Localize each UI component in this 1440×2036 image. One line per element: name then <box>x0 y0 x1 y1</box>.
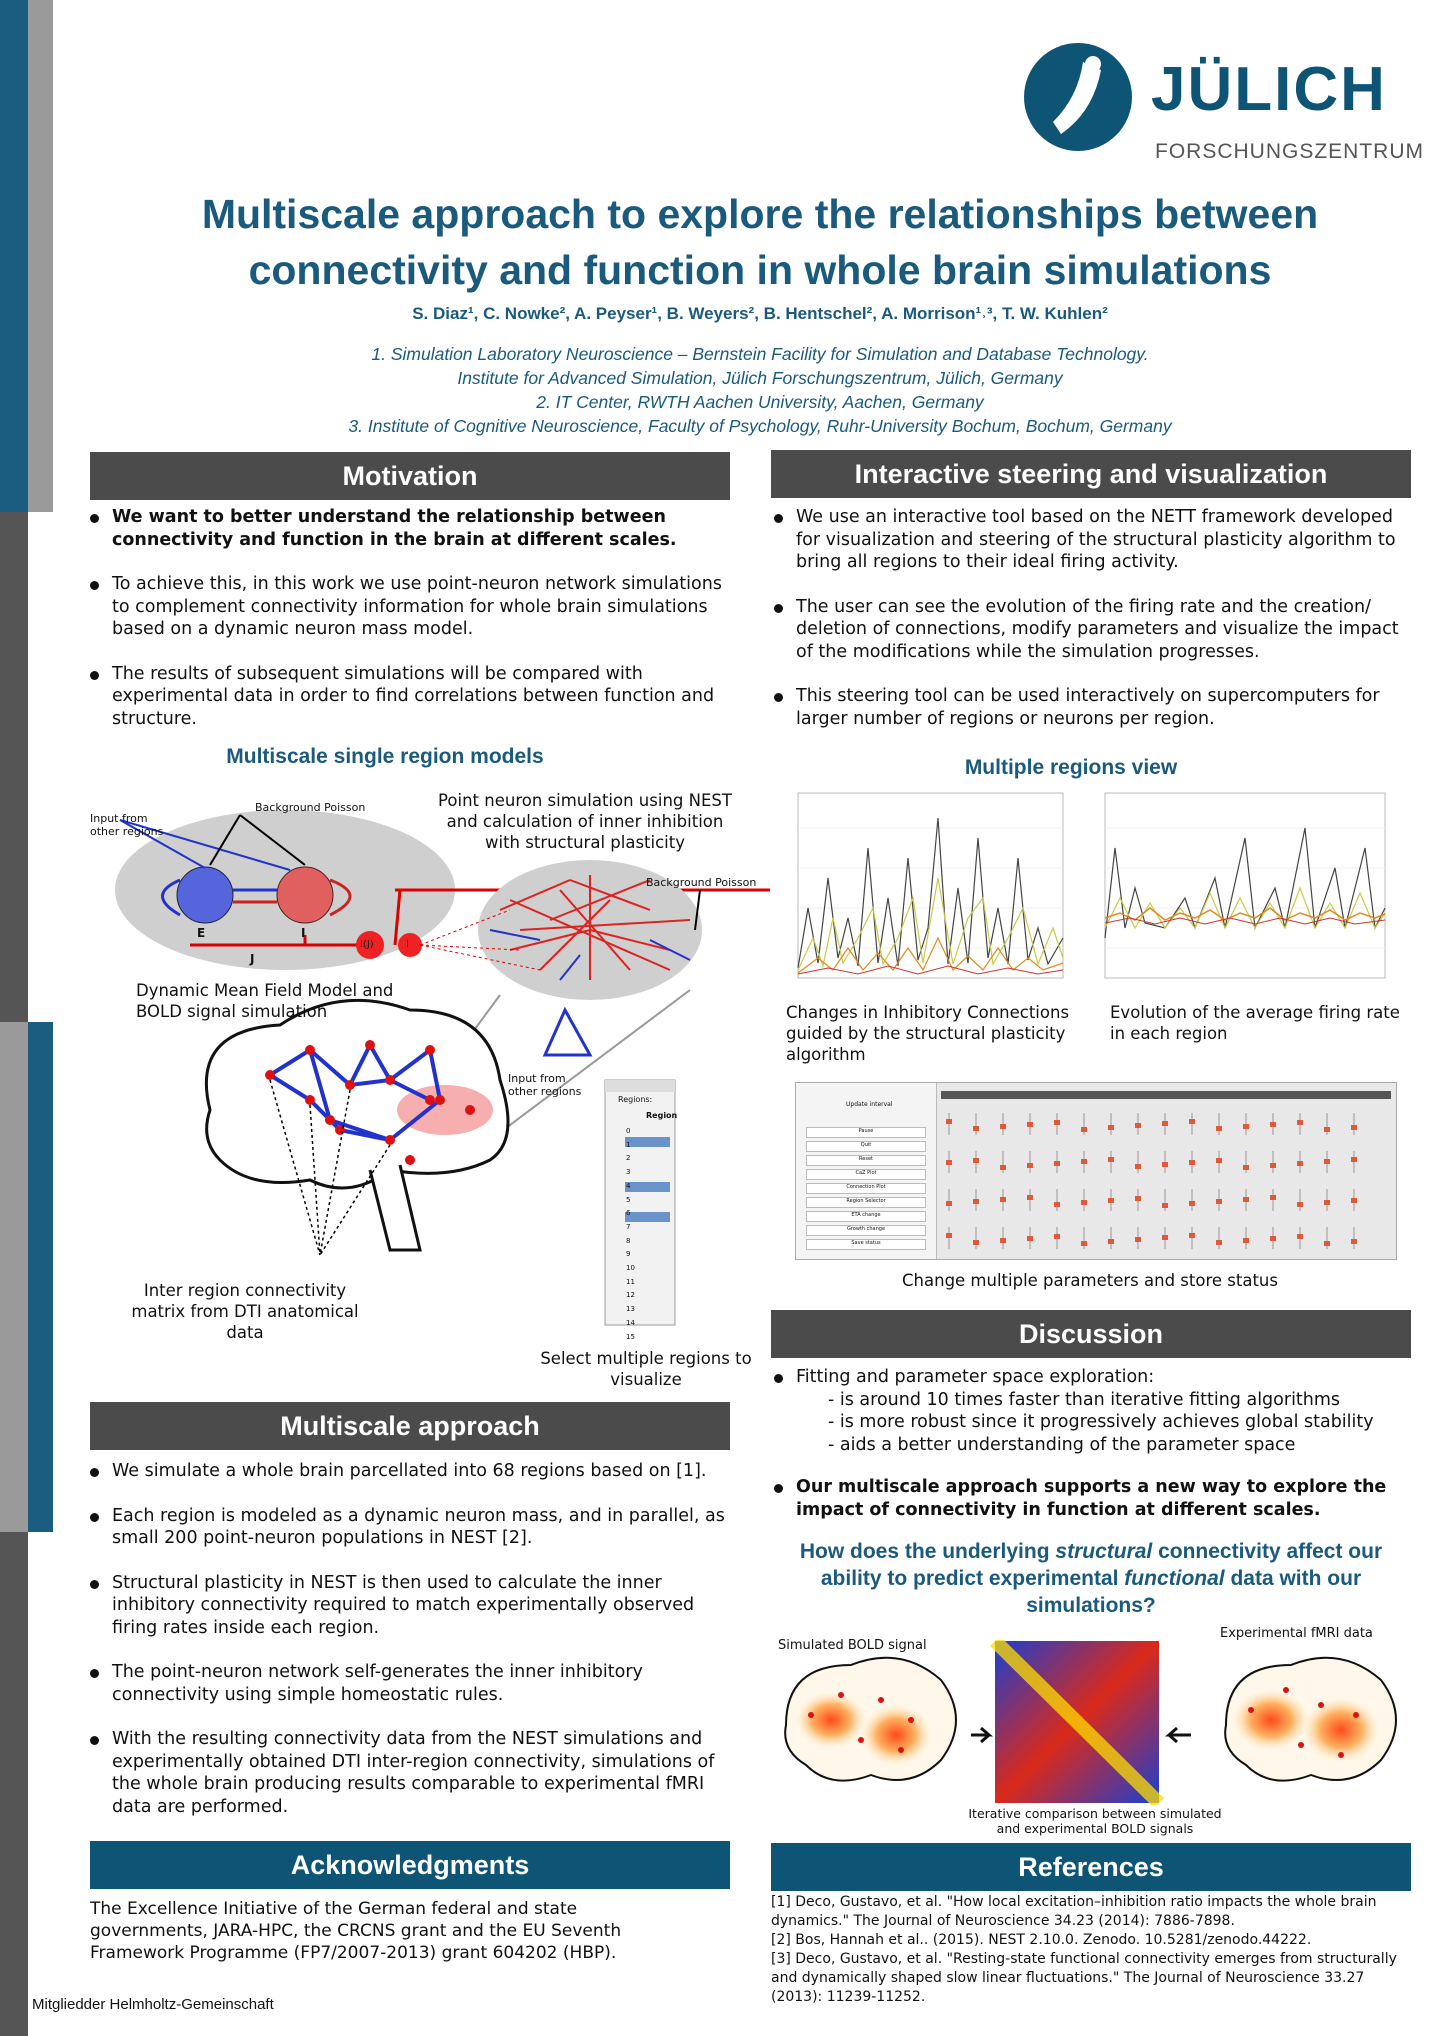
i-node-label: I <box>406 939 409 950</box>
param-slider-knob <box>1027 1163 1033 1168</box>
bold-comparison-figure <box>771 1640 1411 1805</box>
region-item[interactable]: 4 <box>626 1181 631 1190</box>
references-list <box>771 1893 1411 2007</box>
discussion-list <box>774 1366 1414 1543</box>
param-slider-knob <box>1297 1120 1303 1125</box>
logo-name: JÜLICH <box>1151 55 1387 124</box>
region-item[interactable]: 5 <box>626 1195 631 1204</box>
param-slider-knob <box>1351 1157 1357 1162</box>
param-slider-knob <box>1135 1164 1141 1169</box>
motivation-bullet-1: We want to better understand the relationship between connectivity and function in the brain at different scales. <box>90 506 740 551</box>
reference-item-2: [2] Bos, Hannah et al.. (2015). NEST 2.10.0. Zenodo. 10.5281/zenodo.44222. <box>771 1932 1312 1948</box>
approach-bullet-5: With the resulting connectivity data from the NEST simulations and experimentally obtained DTI inter-region connectivity, simulations of the whole brain producing results comparable to experimental fMRI data are performed. <box>90 1728 740 1818</box>
bg-poisson-label-2: Background Poisson <box>646 876 757 889</box>
param-slider-knob <box>1000 1238 1006 1243</box>
reference-item-1: [1] Deco, Gustavo, et al. "How local excitation–inhibition ratio impacts the whole brain dynamics." The Journal of Neuroscience 34.23 (2014): 7886-7898. <box>771 1894 1377 1929</box>
param-slider-knob <box>1027 1122 1033 1127</box>
param-slider-knob <box>1135 1196 1141 1201</box>
point-neuron-caption: Point neuron simulation using NEST and calculation of inner inhibition with structural plasticity <box>438 791 732 852</box>
exp-fmri-label: Experimental fMRI data <box>1220 1626 1373 1641</box>
affiliation-2: 2. IT Center, RWTH Aachen University, Aachen, Germany <box>536 392 984 412</box>
approach-bullet-1: We simulate a whole brain parcellated into 68 regions based on [1]. <box>90 1460 740 1483</box>
authors: S. Diaz¹, C. Nowke², A. Peyser¹, B. Weyers², B. Hentschel², A. Morrison¹˒³, T. W. Kuhlen² <box>412 304 1108 323</box>
affiliations <box>120 342 1400 438</box>
motivation-heading: Motivation <box>90 452 730 500</box>
param-slider-knob <box>1135 1237 1141 1242</box>
panel-button[interactable]: CaZ Plot <box>806 1169 926 1180</box>
param-slider-knob <box>1324 1127 1330 1132</box>
discussion-bullet-1 <box>774 1366 1414 1456</box>
panel-button[interactable]: Connection Plot <box>806 1183 926 1194</box>
param-slider-knob <box>1297 1161 1303 1166</box>
param-slider-knob <box>1324 1159 1330 1164</box>
steering-sliders[interactable] <box>941 1091 1391 1256</box>
panel-button[interactable]: Reset <box>806 1155 926 1166</box>
e-label: E <box>197 926 206 940</box>
discussion-bullet-1-text: Fitting and parameter space exploration: <box>796 1367 1155 1387</box>
param-slider-knob <box>1081 1159 1087 1164</box>
param-slider-knob <box>1243 1165 1249 1170</box>
region-item[interactable]: 0 <box>626 1127 631 1135</box>
region-item[interactable]: 15 <box>626 1332 635 1341</box>
interactive-bullet-1: We use an interactive tool based on the NETT framework developed for visualization and steering of the structural plasticity algorithm to bring all regions to their ideal firing activity. <box>774 506 1414 574</box>
motivation-bullet-2: To achieve this, in this work we use point-neuron network simulations to complement connectivity information for whole brain simulations based on a dynamic neuron mass model. <box>90 573 740 641</box>
approach-bullet-3: Structural plasticity in NEST is then used to calculate the inner inhibitory connectivity required to match experimentally observed firing rates inside each region. <box>90 1572 740 1640</box>
region-item[interactable]: 13 <box>626 1305 635 1314</box>
param-slider-knob <box>1270 1195 1276 1200</box>
param-slider-knob <box>1081 1200 1087 1205</box>
region-item[interactable]: 10 <box>626 1264 635 1273</box>
inhibitory-caption: Changes in Inhibitory Connections guided by the structural plasticity algorithm <box>786 1003 1070 1064</box>
question-text <box>771 1538 1411 1619</box>
inhibitory-plot-svg <box>778 788 1068 992</box>
single-region-heading: Multiscale single region models <box>226 745 544 768</box>
inter-region-caption: Inter region connectivity matrix from DTI anatomical data <box>131 1281 359 1342</box>
param-slider-knob <box>1108 1125 1114 1130</box>
param-slider-knob <box>1189 1233 1195 1238</box>
julich-logo-icon <box>1023 42 1133 152</box>
param-slider-knob <box>1189 1119 1195 1124</box>
iterative-caption: Iterative comparison between simulated and experimental BOLD signals <box>968 1806 1222 1836</box>
discussion-heading: Discussion <box>771 1310 1411 1358</box>
select-regions-caption: Select multiple regions to visualize <box>540 1349 752 1389</box>
poster-title <box>120 186 1400 298</box>
discussion-sub-2: - is more robust since it progressively achieves global stability <box>828 1412 1374 1432</box>
region-item[interactable]: 6 <box>626 1209 631 1218</box>
param-slider-knob <box>1243 1197 1249 1202</box>
side-bar-gray-low <box>0 1022 28 1532</box>
panel-button[interactable]: Growth change <box>806 1225 926 1236</box>
footer-text: Mitgliedder Helmholtz-Gemeinschaft <box>32 1996 274 2013</box>
param-slider-knob <box>1054 1161 1060 1166</box>
param-slider-knob <box>1324 1200 1330 1205</box>
panel-button[interactable]: ETA change <box>806 1211 926 1222</box>
param-slider-knob <box>973 1126 979 1131</box>
i-label: I <box>301 926 306 940</box>
side-bar-white-mid <box>28 512 53 1022</box>
regions-title: Regions: <box>618 1095 653 1104</box>
julich-logo <box>1023 42 1424 172</box>
affiliation-1: 1. Simulation Laboratory Neuroscience – Bernstein Facility for Simulation and Database Technology. <box>371 344 1149 364</box>
panel-button[interactable]: Quit <box>806 1141 926 1152</box>
approach-bullet-2: Each region is modeled as a dynamic neuron mass, and in parallel, as small 200 point-neuron populations in NEST [2]. <box>90 1505 740 1550</box>
interactive-bullet-3: This steering tool can be used interactively on supercomputers for larger number of regions or neurons per region. <box>774 685 1414 730</box>
param-slider-knob <box>1054 1234 1060 1239</box>
input-other-regions-label-2: Input from other regions <box>508 1072 582 1098</box>
param-slider-knob <box>973 1199 979 1204</box>
param-slider-knob <box>1054 1120 1060 1125</box>
interactive-list <box>774 506 1414 752</box>
region-item[interactable]: 2 <box>626 1154 631 1163</box>
single-region-diagram <box>90 780 780 1340</box>
steering-left-panel <box>796 1083 937 1259</box>
acknowledgments-heading: Acknowledgments <box>90 1841 730 1889</box>
steering-panel <box>795 1082 1397 1260</box>
param-slider-knob <box>1324 1241 1330 1246</box>
param-slider-knob <box>1216 1199 1222 1204</box>
param-slider-knob <box>1000 1197 1006 1202</box>
param-slider-knob <box>946 1160 952 1165</box>
region-item[interactable]: 12 <box>626 1291 635 1300</box>
param-slider-knob <box>1351 1198 1357 1203</box>
region-list <box>626 1125 635 1344</box>
side-bar-blue-low <box>28 1022 53 1532</box>
side-bar-dark-mid <box>0 512 28 1022</box>
side-bar-gray-top <box>28 0 53 512</box>
param-slider-knob <box>1081 1127 1087 1132</box>
region-col: Region <box>646 1111 678 1120</box>
j-label: J <box>250 952 255 966</box>
param-slider-knob <box>1000 1165 1006 1170</box>
panel-button[interactable]: Pause <box>806 1127 926 1138</box>
param-slider-knob <box>1108 1239 1114 1244</box>
panel-button[interactable]: Region Selector <box>806 1197 926 1208</box>
question-p1: How does the underlying <box>799 1540 1056 1563</box>
param-slider-knob <box>1108 1198 1114 1203</box>
region-item[interactable]: 9 <box>626 1250 631 1259</box>
param-slider-knob <box>1000 1124 1006 1129</box>
param-slider-knob <box>946 1233 952 1238</box>
bold-comparison-svg <box>771 1640 1411 1805</box>
region-item[interactable]: 7 <box>626 1222 631 1231</box>
interactive-heading: Interactive steering and visualization <box>771 450 1411 498</box>
param-slider-knob <box>1270 1122 1276 1127</box>
single-region-figure <box>90 780 780 1340</box>
question-p3: data with our simulations? <box>1026 1567 1362 1617</box>
logo-sub: FORSCHUNGSZENTRUM <box>1155 140 1424 163</box>
discussion-sub-1: - is around 10 times faster than iterative fitting algorithms <box>828 1389 1341 1410</box>
param-slider-knob <box>1216 1126 1222 1131</box>
discussion-sub-3: - aids a better understanding of the parameter space <box>828 1434 1296 1455</box>
param-slider-knob <box>1189 1201 1195 1206</box>
param-slider-knob <box>1270 1236 1276 1241</box>
discussion-bullet-2: Our multiscale approach supports a new way to explore the impact of connectivity in function at different scales. <box>774 1476 1414 1521</box>
param-slider-knob <box>1297 1202 1303 1207</box>
region-item[interactable]: 1 <box>626 1140 631 1149</box>
param-slider-knob <box>946 1119 952 1124</box>
panel-button[interactable]: Save status <box>806 1239 926 1250</box>
firing-rate-caption: Evolution of the average firing rate in each region <box>1110 1003 1400 1043</box>
param-slider-knob <box>1108 1157 1114 1162</box>
affiliation-3: 3. Institute of Cognitive Neuroscience, Faculty of Psychology, Ruhr-University Bochum, Bochum, Germany <box>348 416 1172 436</box>
param-slider-knob <box>1189 1160 1195 1165</box>
param-slider-knob <box>1216 1240 1222 1245</box>
param-slider-knob <box>1351 1239 1357 1244</box>
approach-bullet-4: The point-neuron network self-generates the inner inhibitory connectivity using simple homeostatic rules. <box>90 1661 740 1706</box>
bg-poisson-label: Background Poisson <box>255 801 366 814</box>
approach-list <box>90 1460 740 1840</box>
region-item[interactable]: 3 <box>626 1168 631 1177</box>
approach-heading: Multiscale approach <box>90 1402 730 1450</box>
param-slider-knob <box>1243 1124 1249 1129</box>
param-slider-knob <box>1216 1158 1222 1163</box>
param-slider-knob <box>1270 1163 1276 1168</box>
param-slider-knob <box>1162 1121 1168 1126</box>
param-slider-knob <box>1135 1123 1141 1128</box>
title-line-1: Multiscale approach to explore the relationships between <box>201 191 1319 237</box>
affiliation-1b: Institute for Advanced Simulation, Jülich Forschungszentrum, Jülich, Germany <box>457 368 1063 388</box>
param-slider-knob <box>1081 1241 1087 1246</box>
sliders-svg <box>941 1091 1391 1256</box>
panel-title: Update interval <box>846 1101 893 1108</box>
param-slider-knob <box>1351 1125 1357 1130</box>
multiple-regions-heading: Multiple regions view <box>964 756 1178 779</box>
param-slider-knob <box>1243 1238 1249 1243</box>
firing-rate-plot-svg <box>1090 788 1390 992</box>
question-p2: connectivity affect our ability to predict experimental <box>820 1540 1383 1590</box>
region-item[interactable]: 8 <box>626 1236 631 1245</box>
side-bar-blue-top <box>0 0 28 512</box>
inhibitory-plot <box>778 788 1068 992</box>
interactive-bullet-2: The user can see the evolution of the firing rate and the creation/ deletion of connections, modify parameters and visualize the impact of the modifications while the simulation progresses. <box>774 596 1414 664</box>
param-slider-knob <box>1054 1202 1060 1207</box>
references-heading: References <box>771 1843 1411 1891</box>
motivation-list <box>90 506 740 752</box>
params-caption: Change multiple parameters and store status <box>902 1271 1278 1290</box>
param-slider-knob <box>1162 1203 1168 1208</box>
param-slider-knob <box>973 1240 979 1245</box>
param-slider-knob <box>1162 1235 1168 1240</box>
param-slider-knob <box>946 1201 952 1206</box>
param-slider-knob <box>1027 1195 1033 1200</box>
param-slider-knob <box>973 1158 979 1163</box>
sim-bold-label: Simulated BOLD signal <box>778 1638 927 1653</box>
ij-node-label: I(J) <box>360 939 374 950</box>
motivation-bullet-3: The results of subsequent simulations will be compared with experimental data in order to find correlations between function and structure. <box>90 663 740 731</box>
input-other-regions-label: Input from other regions <box>90 812 164 838</box>
region-item[interactable]: 14 <box>626 1318 635 1327</box>
region-item[interactable]: 11 <box>626 1277 635 1286</box>
question-em1: structural <box>1055 1540 1153 1563</box>
acknowledgments-text: The Excellence Initiative of the German federal and state governments, JARA-HPC, the CRCNS grant and the EU Seventh Framework Programme (FP7/2007-2013) grant 604202 (HBP). <box>90 1899 622 1963</box>
reference-item-3: [3] Deco, Gustavo, et al. "Resting-state functional connectivity emerges from structurally and dynamically shaped slow linear fluctuations." The Journal of Neuroscience 33.27 (2013): 11239-11252. <box>771 1951 1397 2005</box>
title-line-2: connectivity and function in whole brain simulations <box>248 247 1272 293</box>
side-bar-dark-bottom <box>0 1532 28 2036</box>
dmf-caption: Dynamic Mean Field Model and BOLD signal simulation <box>136 981 394 1021</box>
firing-rate-plot <box>1090 788 1390 992</box>
param-slider-knob <box>1162 1162 1168 1167</box>
param-slider-knob <box>1297 1234 1303 1239</box>
param-slider-knob <box>1027 1236 1033 1241</box>
question-em2: functional <box>1124 1567 1225 1590</box>
